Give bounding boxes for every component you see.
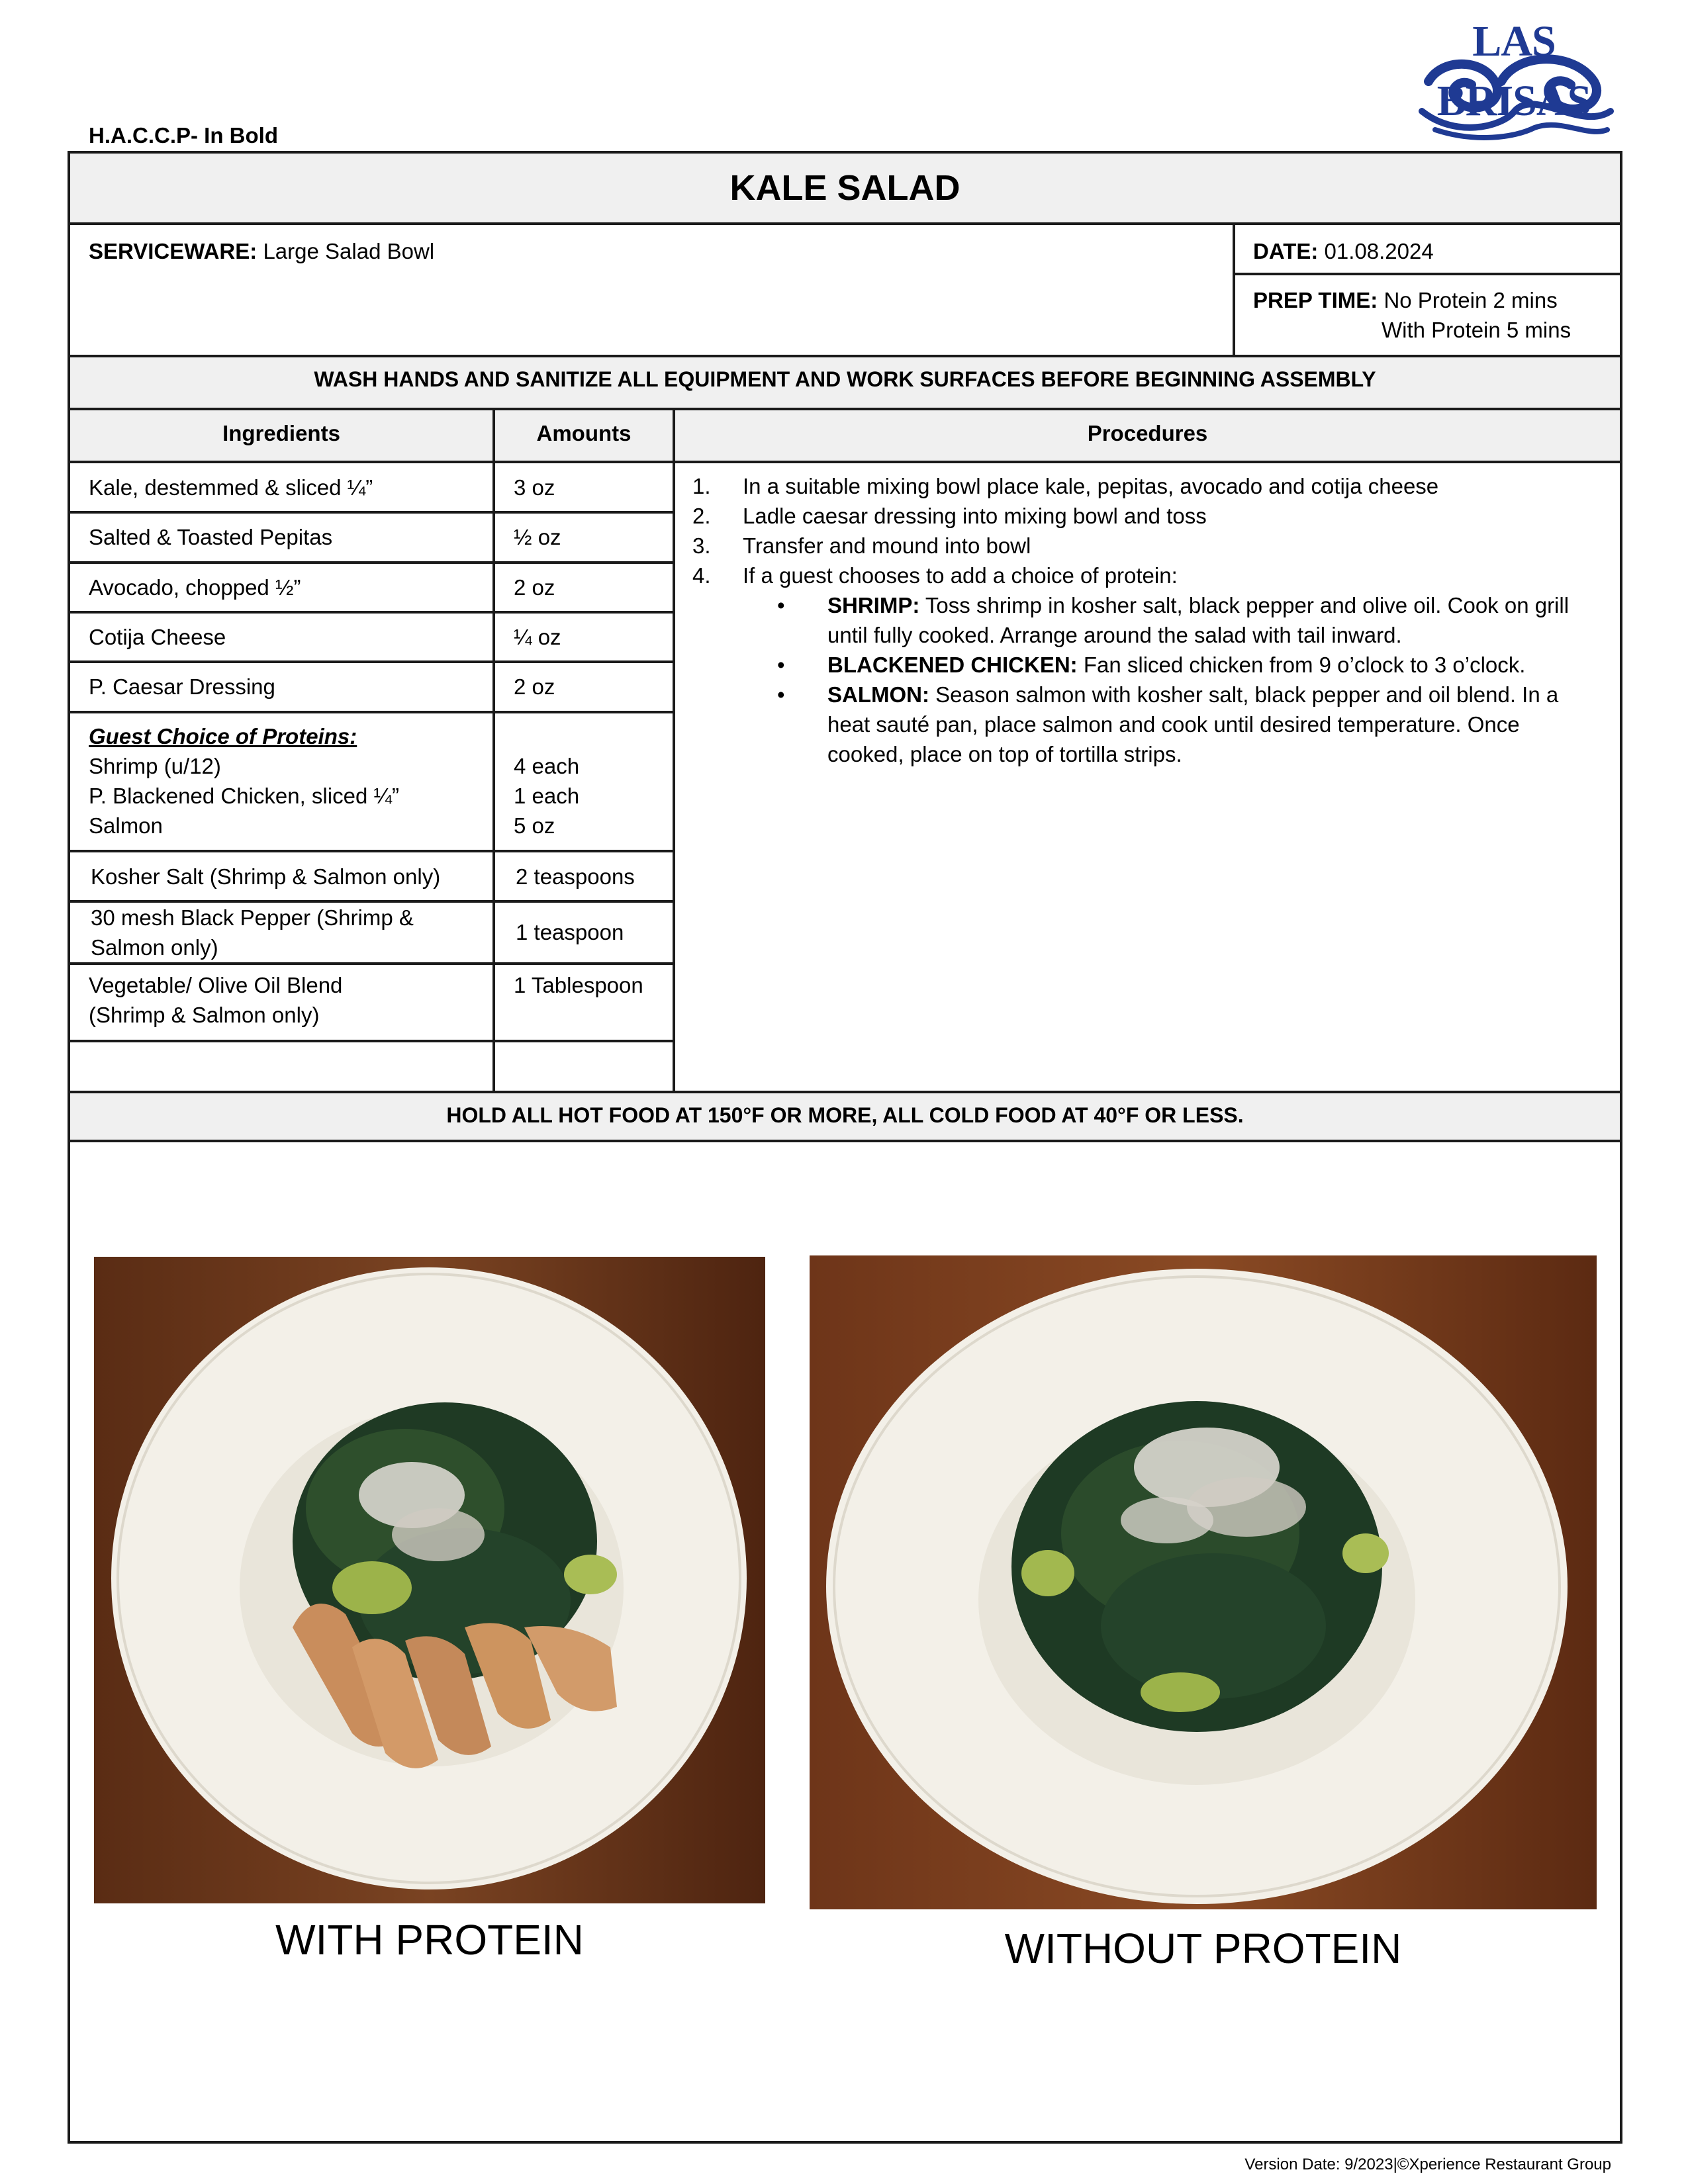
prep-time-line1: No Protein 2 mins <box>1383 288 1558 312</box>
procedures-list <box>688 471 1602 769</box>
without-protein-photo <box>810 1255 1597 1909</box>
recipe-title: KALE SALAD <box>729 168 961 208</box>
protein-procedure <box>688 650 1602 680</box>
extra-name-line2: Salmon only) <box>91 935 218 960</box>
ingredient-amount: ½ oz <box>514 525 561 549</box>
extra-name-line1: 30 mesh Black Pepper (Shrimp & <box>91 905 414 930</box>
proteins-heading: Guest Choice of Proteins: <box>89 724 357 749</box>
protein-procedure <box>688 680 1602 769</box>
ingredient-amount: 3 oz <box>514 475 555 500</box>
version-footer: Version Date: 9/2023|©Xperience Restaurant Group <box>1244 2156 1611 2173</box>
wash-banner: WASH HANDS AND SANITIZE ALL EQUIPMENT AND WORK SURFACES BEFORE BEGINNING ASSEMBLY <box>314 367 1376 391</box>
protein-name: Shrimp (u/12) <box>89 754 221 778</box>
prep-time-line2: With Protein 5 mins <box>1382 318 1571 342</box>
ingredients-header: Ingredients <box>222 421 340 445</box>
salad-with-protein-image <box>94 1257 765 1903</box>
hold-temperature-banner: HOLD ALL HOT FOOD AT 150°F OR MORE, ALL COLD FOOD AT 40°F OR LESS. <box>446 1103 1244 1127</box>
ingredient-name: Cotija Cheese <box>89 625 226 649</box>
salad-without-protein-image <box>810 1255 1597 1909</box>
procedures-header: Procedures <box>1087 421 1208 445</box>
procedure-step <box>688 561 1602 590</box>
prep-time-field <box>1253 285 1558 315</box>
bullet-icon: • <box>777 682 785 707</box>
bullet-icon: • <box>777 653 785 677</box>
ingredient-name: Kale, destemmed & sliced ¼” <box>89 475 373 500</box>
step-text: Ladle caesar dressing into mixing bowl and toss <box>743 504 1207 528</box>
date-value: 01.08.2024 <box>1324 239 1434 263</box>
protein-procedure-label: SHRIMP: <box>827 593 920 617</box>
extra-amount: 1 teaspoon <box>516 920 624 944</box>
ingredient-amount: ¼ oz <box>514 625 561 649</box>
with-protein-caption: WITH PROTEIN <box>275 1916 584 1964</box>
procedure-step <box>688 501 1602 531</box>
step-text: Transfer and mound into bowl <box>743 533 1031 558</box>
prep-time-label: PREP TIME: <box>1253 288 1378 312</box>
serviceware-value: Large Salad Bowl <box>263 239 435 263</box>
date-label: DATE: <box>1253 239 1319 263</box>
without-protein-caption: WITHOUT PROTEIN <box>1004 1925 1402 1972</box>
step-text: If a guest chooses to add a choice of protein: <box>743 563 1178 588</box>
ingredient-amount: 2 oz <box>514 575 555 600</box>
bullet-icon: • <box>777 593 785 617</box>
wave-logo-icon <box>1402 12 1627 144</box>
protein-procedure-text: Fan sliced chicken from 9 o’clock to 3 o’clock. <box>1083 653 1526 677</box>
protein-name: Salmon <box>89 813 163 838</box>
extra-name: Kosher Salt (Shrimp & Salmon only) <box>91 864 441 889</box>
step-text: In a suitable mixing bowl place kale, pepitas, avocado and cotija cheese <box>743 474 1439 498</box>
ingredient-name: Salted & Toasted Pepitas <box>89 525 333 549</box>
protein-procedure-text: Season salmon with kosher salt, black pepper and oil blend. In a heat sauté pan, place salmon and cook until desired temperature. Once cooked, place on top of tortilla strips. <box>827 682 1559 766</box>
extra-name-line2: (Shrimp & Salmon only) <box>89 1003 320 1027</box>
protein-procedure <box>688 590 1602 650</box>
serviceware-field <box>89 236 434 266</box>
protein-procedure-label: SALMON: <box>827 682 929 707</box>
step-number: 1. <box>692 474 711 498</box>
logo-wordmark: LAS BRISAS <box>1436 17 1591 125</box>
date-field <box>1253 236 1434 266</box>
las-brisas-logo <box>1402 12 1627 144</box>
step-number: 4. <box>692 563 711 588</box>
procedure-step <box>688 471 1602 501</box>
ingredient-name: Avocado, chopped ½” <box>89 575 301 600</box>
protein-procedure-label: BLACKENED CHICKEN: <box>827 653 1078 677</box>
protein-amount: 1 each <box>514 784 580 808</box>
protein-amount: 5 oz <box>514 813 555 838</box>
ingredient-amount: 2 oz <box>514 674 555 699</box>
ingredient-name: P. Caesar Dressing <box>89 674 275 699</box>
protein-name: P. Blackened Chicken, sliced ¼” <box>89 784 399 808</box>
procedure-step <box>688 531 1602 561</box>
step-number: 3. <box>692 533 711 558</box>
with-protein-photo <box>94 1257 765 1903</box>
extra-name-line1: Vegetable/ Olive Oil Blend <box>89 973 343 997</box>
step-number: 2. <box>692 504 711 528</box>
protein-amount: 4 each <box>514 754 580 778</box>
serviceware-label: SERVICEWARE: <box>89 239 258 263</box>
protein-procedure-text: Toss shrimp in kosher salt, black pepper and olive oil. Cook on grill until fully cooked. Arrange around the salad with tail inward. <box>827 593 1570 647</box>
extra-amount: 2 teaspoons <box>516 864 635 889</box>
amounts-header: Amounts <box>536 421 632 445</box>
haccp-note: H.A.C.C.P- In Bold <box>89 123 278 148</box>
extra-amount: 1 Tablespoon <box>514 973 643 997</box>
